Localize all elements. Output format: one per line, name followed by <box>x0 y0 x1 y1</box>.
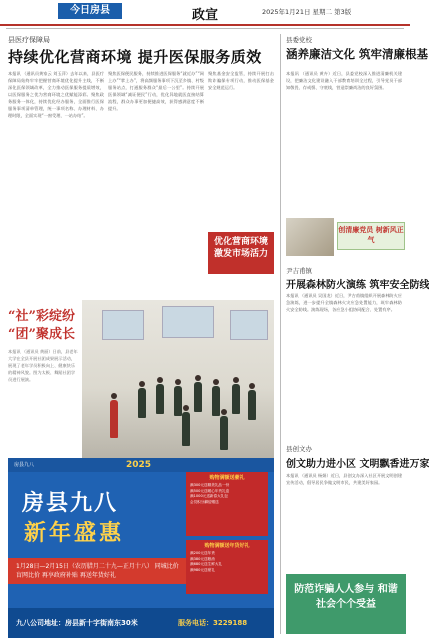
ad-panel-title: 购物满额送豪礼 <box>209 475 245 481</box>
ad-phone: 服务电话：3229188 <box>178 619 248 627</box>
right1-slogan-box <box>337 222 405 250</box>
lead-headline: 持续优化营商环境 提升医保服务质效 <box>8 48 262 66</box>
ad-date-band <box>8 558 186 584</box>
ad-line: 满680元送生鲜大礼 <box>190 562 223 566</box>
photo-title-box <box>8 308 78 344</box>
dancer-figure <box>156 384 164 414</box>
ad-footer <box>8 608 274 638</box>
dancer-figure <box>212 386 220 416</box>
lead-kicker: 县医疗保障局 <box>8 36 50 44</box>
dancer-figure <box>232 384 240 414</box>
ad-line: 满200元送年货 <box>190 551 215 555</box>
dancer-figure <box>182 412 190 446</box>
right2-body: 本报讯 （通讯员 吴国龙）近日，尹吉甫镇组织开展森林防火应急演练，进一步提升全镇森林火灾应急处置能力，筑牢森林防火安全防线。演练现场，各应急小组协同配合、处置有序。 <box>286 293 402 312</box>
right1-body: 本报讯 （通讯员 黄卉）近日，县委党校深入推进清廉机关建设，把廉洁文化建设融入干部教育培训全过程，引导党员干部知敬畏、存戒惧、守底线，营造崇廉尚洁的良好氛围。 <box>286 71 402 90</box>
lead-highlight-box: 优化营商环境 激发市场活力 <box>208 232 274 274</box>
ad-line: 满1000元送新春大礼包 <box>190 494 228 498</box>
ad-promo-panel <box>186 472 268 536</box>
window <box>102 310 144 340</box>
dancer-figure <box>220 416 228 450</box>
right2-headline: 开展森林防火演练 筑牢安全防线 <box>286 280 429 291</box>
masthead <box>0 0 410 26</box>
newspaper-logo: 今日房县 <box>58 3 122 19</box>
ad-top-bar <box>8 458 274 472</box>
dancer-figure <box>138 388 146 418</box>
right3-headline: 创文助力进小区 文明飘香进万家 <box>286 459 429 470</box>
ad-panel-lines <box>186 481 268 507</box>
dancer-figure <box>110 400 118 438</box>
divider <box>6 28 404 29</box>
right1-photo <box>286 218 334 256</box>
dancer-figure <box>174 386 182 416</box>
photo-caption: 本报讯 （通讯员 黄丽）日前，县老年大学在全县开展社团成果展示活动，展现了老年学员积极向上、健康快乐的精神风貌。图为太极、舞蹈社团学员进行展演。 <box>8 349 78 382</box>
ad-line: 满300元送精美礼品一份 <box>190 483 230 487</box>
ad-date-text: 1月28日—2月15日（农历腊月二十九—正月十八） 同城比价 盲网比价 再享政府补贴 再送年货好礼 <box>16 563 179 579</box>
ad-panel-lines <box>186 549 268 575</box>
ad-address: 九八公司地址：房县新十字街南东30米 <box>16 619 138 627</box>
section-title: 政宣 <box>191 8 218 23</box>
dancer-figure <box>248 390 256 420</box>
ad-line: 满500元送暖心年货礼盒 <box>190 488 230 493</box>
ad-line: 会员积分翻倍赠送 <box>190 499 219 504</box>
window <box>230 310 268 340</box>
ad-panel-title: 购物满额送年货好礼 <box>204 543 250 549</box>
right3-body: 本报讯 （通讯员 杨娟）近日，县创文办深入社区开展文明创建宣传活动，倡导居民争做文明市民，共建美好家园。 <box>286 473 402 485</box>
right1-kicker: 县委党校 <box>286 36 312 44</box>
lead-body-col1: 本报讯 （通讯员黄家云 刘玉萍）去年以来，县医疗保障局始终牢牢把握营商环境优化提升主线，不断深化医保领域改革，全力推动医保服务提质增效，以医保服务之优为营商环境之优赋能添彩。聚焦政务服务一体化，持续优化经办服务，全面推行医保服务事项清单管理，统一事项名称、办理材料、办理时限，全面实现“一窗受理、一站办结”。 <box>8 71 104 118</box>
anti-fraud-slogan: 防范诈骗人人参与 和谐社会个个受益 <box>294 584 398 610</box>
lead-body-col3: 聚焦基金安全监管，持续开展打击欺诈骗保专项行动，推动医保基金安全规范运行。 <box>208 71 274 90</box>
ad-line: 满380元送粮油 <box>190 556 215 561</box>
lead-body-col2: 聚焦医保便民服务，持续推进医保服务“就近办”“网上办”“掌上办”，将高频服务事项下沉至乡镇、村级服务站点，打通服务群众“最后一公里”。持续开展医保领域“减证便民”行动，优化异地就医直接结算流程，群众办事更加便捷高效，获得感满意度不断提升。 <box>108 71 204 111</box>
ad-headline-2: 新年盛惠 <box>24 520 125 546</box>
dance-photo <box>82 300 274 460</box>
ad-logo: 房县九八 <box>14 462 35 468</box>
advertisement <box>8 458 274 638</box>
right3-kicker: 县创文办 <box>286 445 312 453</box>
ad-year: 2025 <box>126 460 152 470</box>
dancer-figure <box>194 382 202 412</box>
ad-headline-1: 房县九八 <box>22 490 119 516</box>
ad-line: 满980元送豪礼 <box>190 567 215 572</box>
right2-kicker: 尹吉甫镇 <box>286 267 312 275</box>
ad-gift-panel <box>186 540 268 594</box>
dateline: 2025年1月21日 星期二 第3版 <box>262 8 352 16</box>
photo-title: “社”彩绽纷 “团”聚成长 <box>8 309 75 342</box>
right1-headline: 涵养廉洁文化 筑牢清廉根基 <box>286 47 429 61</box>
anti-fraud-slogan-box <box>286 574 406 634</box>
right1-slogan: 创清廉党员 树新风正气 <box>338 226 404 244</box>
window <box>162 306 214 338</box>
column-divider <box>280 34 281 634</box>
